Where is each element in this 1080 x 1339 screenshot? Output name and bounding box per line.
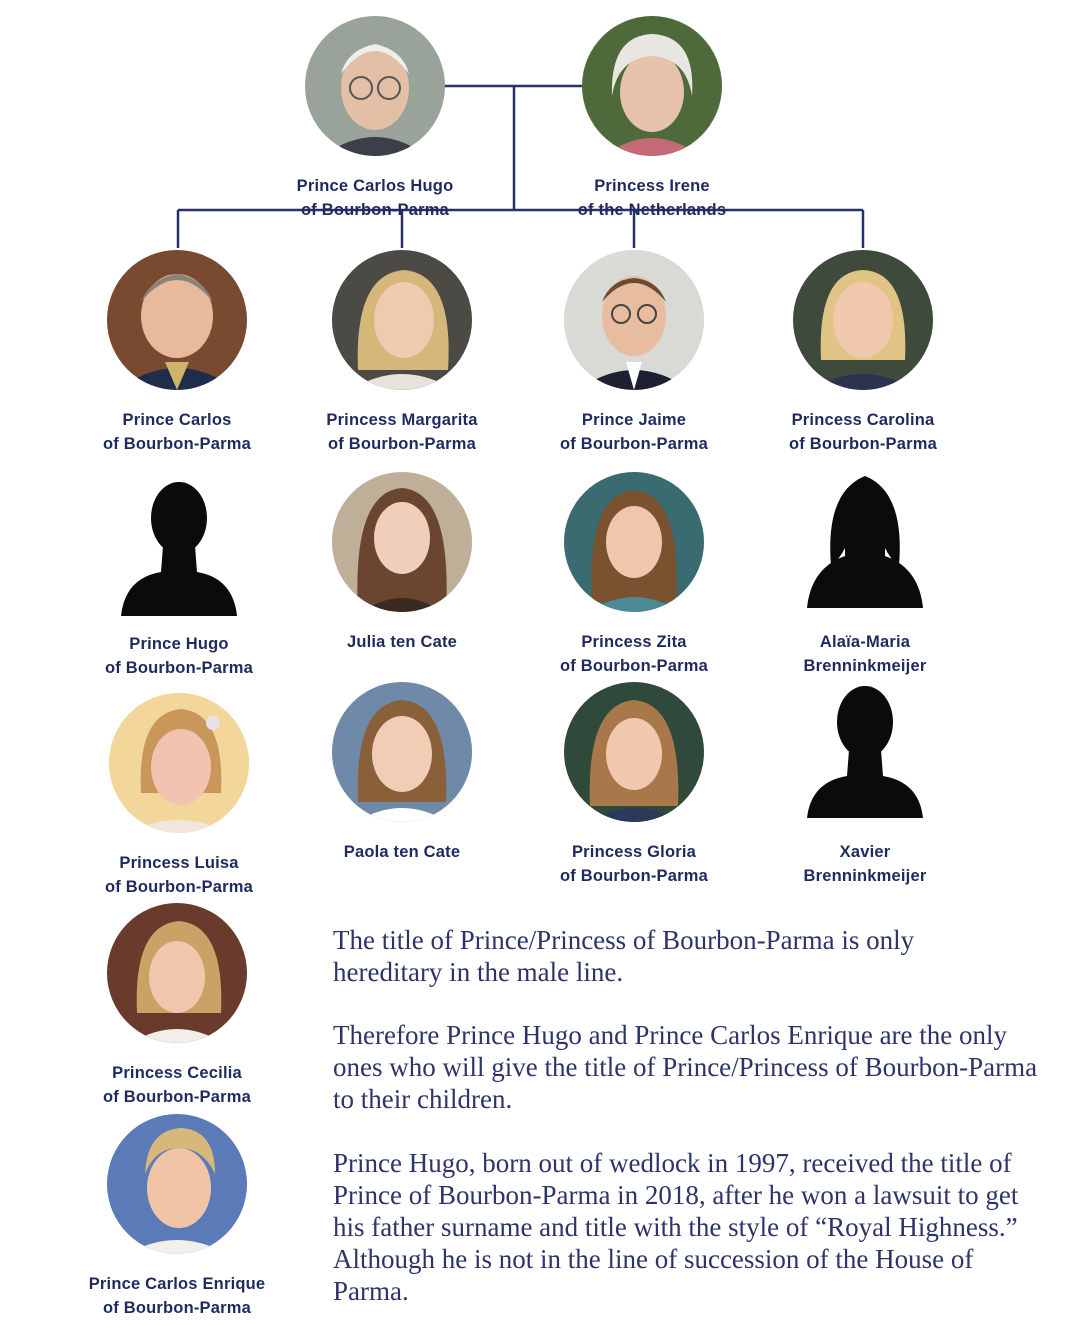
portrait-photo bbox=[305, 16, 445, 156]
portrait-photo bbox=[564, 472, 704, 612]
portrait-photo bbox=[107, 903, 247, 1043]
person-name-line1: Princess Gloria bbox=[571, 843, 697, 861]
person-name-line1: Prince Jaime bbox=[581, 411, 687, 429]
portrait-photo bbox=[107, 1114, 247, 1254]
person-carlos-hugo bbox=[255, 16, 495, 222]
person-zita bbox=[514, 472, 754, 678]
person-luisa bbox=[59, 693, 299, 899]
person-name-line1: Prince Carlos Enrique bbox=[88, 1275, 266, 1293]
person-name-line2: of Bourbon-Parma bbox=[102, 435, 252, 453]
person-carlos-enrique bbox=[57, 1114, 297, 1320]
person-name-line1: Paola ten Cate bbox=[343, 843, 461, 861]
person-carolina bbox=[743, 250, 983, 456]
person-name-line1: Prince Carlos Hugo bbox=[296, 177, 454, 195]
person-name-line2: of Bourbon-Parma bbox=[104, 878, 254, 896]
portrait-photo bbox=[564, 250, 704, 390]
person-name-line2: of Bourbon-Parma bbox=[104, 659, 254, 677]
person-name-line1: Prince Carlos bbox=[122, 411, 232, 429]
person-julia-ten-cate bbox=[282, 472, 522, 654]
person-name-line2: of Bourbon-Parma bbox=[327, 435, 477, 453]
person-name-line2: of Bourbon-Parma bbox=[559, 867, 709, 885]
note-paragraph: Prince Hugo, born out of wedlock in 1997, received the title of Prince of Bourbon-Parma in 2018, after he won a lawsuit to get his father surname and title with the style of “Royal Highness.” Although he is not in the line of succession of the House of Parma. bbox=[333, 1148, 1019, 1306]
portrait-photo bbox=[109, 693, 249, 833]
note-paragraph: The title of Prince/Princess of Bourbon-Parma is only hereditary in the male line. bbox=[333, 925, 915, 987]
person-prince-carlos bbox=[57, 250, 297, 456]
portrait-photo bbox=[332, 472, 472, 612]
male-silhouette-icon bbox=[795, 682, 935, 822]
person-paola-ten-cate bbox=[282, 682, 522, 864]
person-name-line2: of the Netherlands bbox=[577, 201, 727, 219]
person-name-line1: Alaïa-Maria bbox=[819, 633, 911, 651]
person-irene bbox=[532, 16, 772, 222]
person-name-line1: Prince Hugo bbox=[129, 635, 229, 653]
person-name-line2: Brenninkmeijer bbox=[803, 657, 927, 675]
person-name-line1: Princess Carolina bbox=[791, 411, 935, 429]
portrait-photo bbox=[332, 250, 472, 390]
person-name-line1: Princess Zita bbox=[581, 633, 687, 651]
portrait-photo bbox=[582, 16, 722, 156]
male-silhouette-icon bbox=[109, 480, 249, 620]
person-name-line1: Julia ten Cate bbox=[346, 633, 458, 651]
portrait-photo bbox=[793, 250, 933, 390]
person-name-line2: of Bourbon-Parma bbox=[102, 1088, 252, 1106]
person-name-line2: of Bourbon-Parma bbox=[102, 1299, 252, 1317]
portrait-photo bbox=[564, 682, 704, 822]
portrait-photo bbox=[332, 682, 472, 822]
person-margarita bbox=[282, 250, 522, 456]
person-prince-hugo bbox=[59, 480, 299, 680]
person-name-line1: Xavier bbox=[839, 843, 891, 861]
person-name-line1: Princess Irene bbox=[594, 177, 710, 195]
person-name-line2: of Bourbon-Parma bbox=[559, 435, 709, 453]
portrait-photo bbox=[107, 250, 247, 390]
person-name-line2: of Bourbon-Parma bbox=[300, 201, 450, 219]
person-cecilia bbox=[57, 903, 297, 1109]
person-jaime bbox=[514, 250, 754, 456]
person-xavier bbox=[745, 682, 985, 888]
person-alaia-maria bbox=[745, 472, 985, 678]
person-name-line1: Princess Margarita bbox=[326, 411, 478, 429]
person-name-line2: of Bourbon-Parma bbox=[559, 657, 709, 675]
note-paragraph: Therefore Prince Hugo and Prince Carlos Enrique are the only ones who will give the title of Prince/Princess of Bourbon-Parma to their children. bbox=[333, 1020, 1038, 1114]
person-name-line2: Brenninkmeijer bbox=[803, 867, 927, 885]
female-silhouette-icon bbox=[795, 472, 935, 612]
person-name-line1: Princess Luisa bbox=[119, 854, 239, 872]
person-gloria bbox=[514, 682, 754, 888]
person-name-line2: of Bourbon-Parma bbox=[788, 435, 938, 453]
person-name-line1: Princess Cecilia bbox=[112, 1064, 242, 1082]
